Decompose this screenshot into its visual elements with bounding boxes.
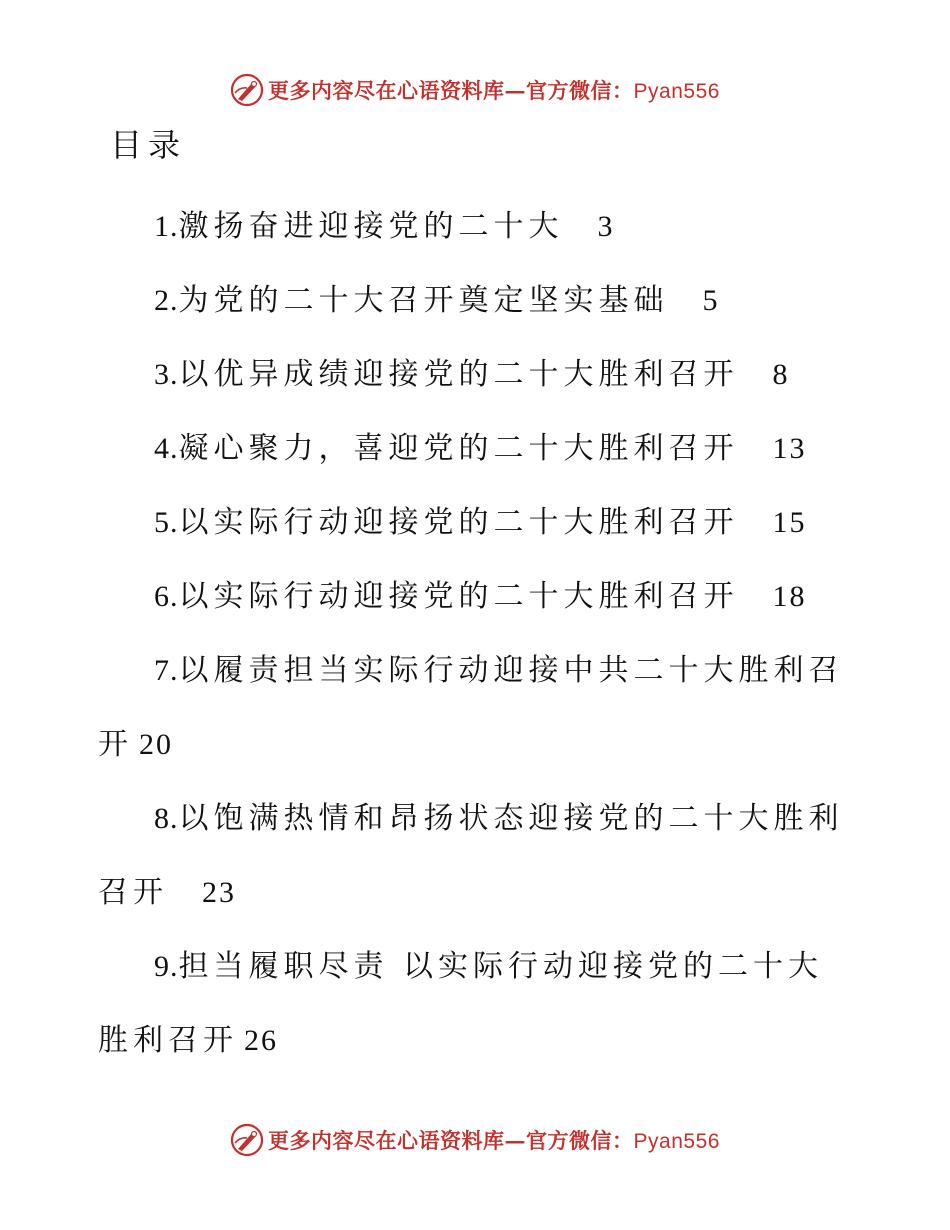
toc-item-title: 为党的二十大召开奠定坚实基础 [178,283,669,318]
banner-text: 更多内容尽在心语资料库—官方微信：Pyan556 [268,78,720,103]
wechat-id: Pyan556 [633,1130,720,1153]
wechat-id: Pyan556 [633,80,720,103]
header-banner [0,70,950,110]
toc-item-page: 3 [597,210,615,243]
toc-item-2[interactable]: 2.为党的二十大召开奠定坚实基础 5 [154,283,720,318]
toc-item-9[interactable]: 9.担当履职尽责 以实际行动迎接党的二十大胜利召开 26 [98,949,824,1058]
toc-item-title: 以饱满热情和昂扬状态迎接党的二十大胜利召开 [98,801,844,910]
toc-item-page: 23 [202,876,236,909]
pen-logo-icon [230,73,264,107]
footer-banner [0,1120,950,1160]
toc-item-7[interactable]: 7.以履责担当实际行动迎接中共二十大胜利召开 20 [98,653,844,762]
toc-item-3[interactable]: 3.以优异成绩迎接党的二十大胜利召开 8 [154,357,790,392]
toc-item-title: 以实际行动迎接党的二十大胜利召开 [178,505,739,540]
toc-item-page: 15 [772,506,807,539]
toc-item-title: 凝心聚力，喜迎党的二十大胜利召开 [178,431,739,466]
toc-item-title: 激扬奋进迎接党的二十大 [178,209,564,244]
toc-item-page: 20 [139,728,173,761]
toc-item-page: 26 [244,1024,278,1057]
toc-item-4[interactable]: 4.凝心聚力，喜迎党的二十大胜利召开 13 [154,431,807,466]
toc-item-title: 以优异成绩迎接党的二十大胜利召开 [178,357,739,392]
toc-item-title: 以履责担当实际行动迎接中共二十大胜利召开 [98,653,844,762]
toc-item-6[interactable]: 6.以实际行动迎接党的二十大胜利召开 18 [154,579,807,614]
banner-text: 更多内容尽在心语资料库—官方微信：Pyan556 [268,1128,720,1153]
toc-item-8[interactable]: 8.以饱满热情和昂扬状态迎接党的二十大胜利召开 23 [98,801,844,910]
toc-item-page: 8 [772,358,790,391]
toc-item-title: 以实际行动迎接党的二十大胜利召开 [178,579,739,614]
toc-list [98,190,858,1078]
toc-item-page: 13 [772,432,807,465]
toc-heading: 目录 [110,126,187,164]
pen-logo-icon [230,1123,264,1157]
toc-item-title: 担当履职尽责 以实际行动迎接党的二十大胜利召开 [98,949,824,1058]
toc-item-5[interactable]: 5.以实际行动迎接党的二十大胜利召开 15 [154,505,807,540]
toc-item-1[interactable]: 1.激扬奋进迎接党的二十大 3 [154,209,615,244]
toc-item-page: 5 [702,284,720,317]
toc-item-page: 18 [772,580,807,613]
